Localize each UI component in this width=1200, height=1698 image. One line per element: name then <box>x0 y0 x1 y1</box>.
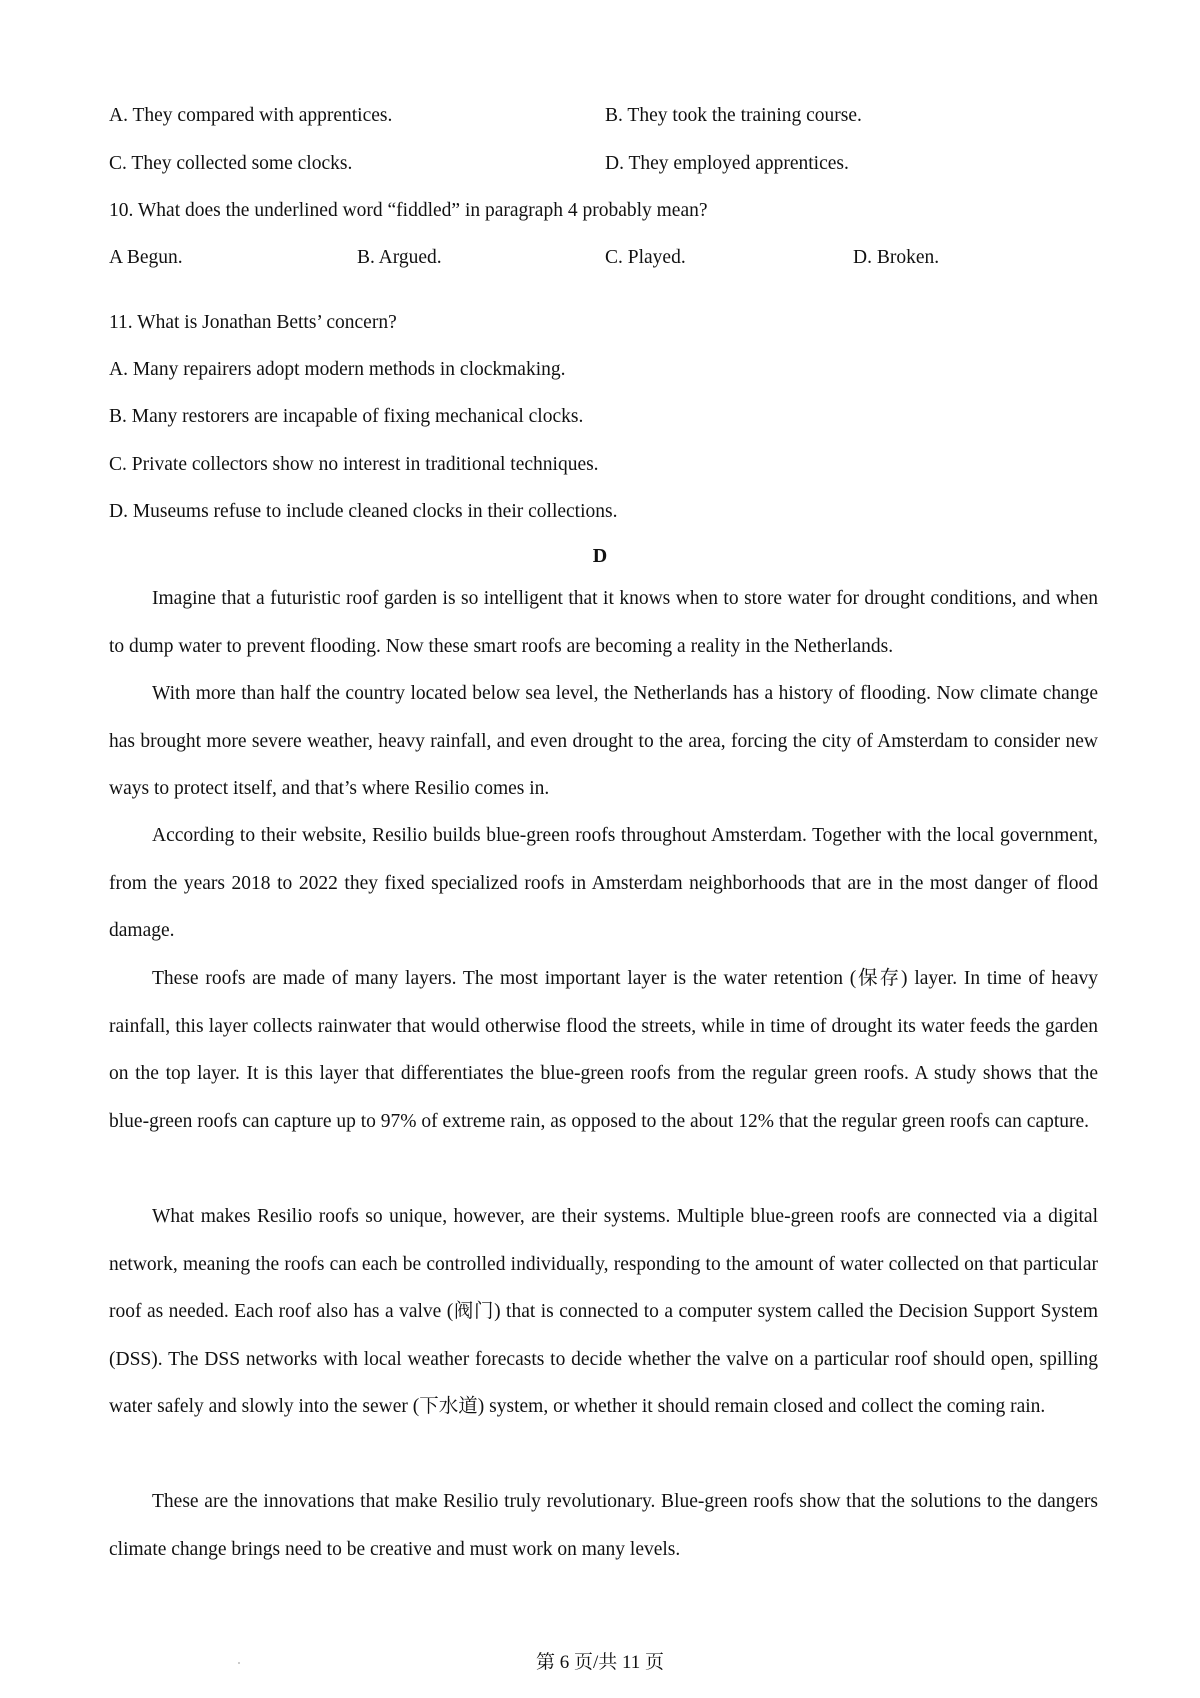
passage-paragraph: With more than half the country located below sea level, the Netherlands has a history of flooding. Now climate change has brought more severe weather, heavy rainfall, and even drought to the area, forcing the city of Amsterdam to consider new ways to protect itself, and that’s where Resilio comes in. <box>109 683 1098 799</box>
passage-paragraph: Imagine that a futuristic roof garden is so intelligent that it knows when to store water for drought conditions, and when to dump water to prevent flooding. Now these smart roofs are becoming a reality in the Netherlands. <box>109 588 1098 657</box>
q10-option-d: D. Broken. <box>853 247 940 268</box>
passage-paragraph: What makes Resilio roofs so unique, however, are their systems. Multiple blue-green roofs are connected via a digital network, meaning the roofs can each be controlled individually, responding to the amount of water collected on that particular roof as needed. Each roof also has a valve (阀门) that is connected to a computer system called the Decision Support System (DSS). The DSS networks with local weather forecasts to decide whether the valve on a particular roof should open, spilling water safely and slowly into the sewer (下水道) system, or whether it should remain closed and collect the coming rain. <box>109 1206 1098 1417</box>
q10-option-b: B. Argued. <box>357 247 442 268</box>
q11-option-b: B. Many restorers are incapable of fixing mechanical clocks. <box>109 406 584 427</box>
passage-paragraph: According to their website, Resilio builds blue-green roofs throughout Amsterdam. Together with the local government, from the years 2018 to 2022 they fixed specialized roofs in Amsterdam neighborhoods that are in the most danger of flood damage. <box>109 825 1098 941</box>
q10-option-a: A Begun. <box>109 247 183 268</box>
q9-option-a: A. They compared with apprentices. <box>109 105 393 126</box>
passage-paragraph: These roofs are made of many layers. The most important layer is the water retention (保存) layer. In time of heavy rainfall, this layer collects rainwater that would otherwise flood the streets, while in time of drought its water feeds the garden on the top layer. It is this layer that differentiates the blue-green roofs from the regular green roofs. A study shows that the blue-green roofs can capture up to 97% of extreme rain, as opposed to the about 12% that the regular green roofs can capture. <box>109 968 1098 1132</box>
passage-paragraph: These are the innovations that make Resilio truly revolutionary. Blue-green roofs show that the solutions to the dangers climate change brings need to be creative and must work on many levels. <box>109 1491 1098 1560</box>
q10-stem: 10. What does the underlined word “fiddled” in paragraph 4 probably mean? <box>109 200 708 221</box>
q11-option-d: D. Museums refuse to include cleaned clocks in their collections. <box>109 501 618 522</box>
q10-option-c: C. Played. <box>605 247 686 268</box>
q9-option-c: C. They collected some clocks. <box>109 153 353 174</box>
section-heading: D <box>592 545 608 567</box>
q11-stem: 11. What is Jonathan Betts’ concern? <box>109 312 397 333</box>
q11-option-c: C. Private collectors show no interest in traditional techniques. <box>109 454 599 475</box>
q9-option-d: D. They employed apprentices. <box>605 153 849 174</box>
page-number: 第 6 页/共 11 页 <box>535 1652 665 1673</box>
q11-option-a: A. Many repairers adopt modern methods in clockmaking. <box>109 359 566 380</box>
q9-option-b: B. They took the training course. <box>605 105 862 126</box>
